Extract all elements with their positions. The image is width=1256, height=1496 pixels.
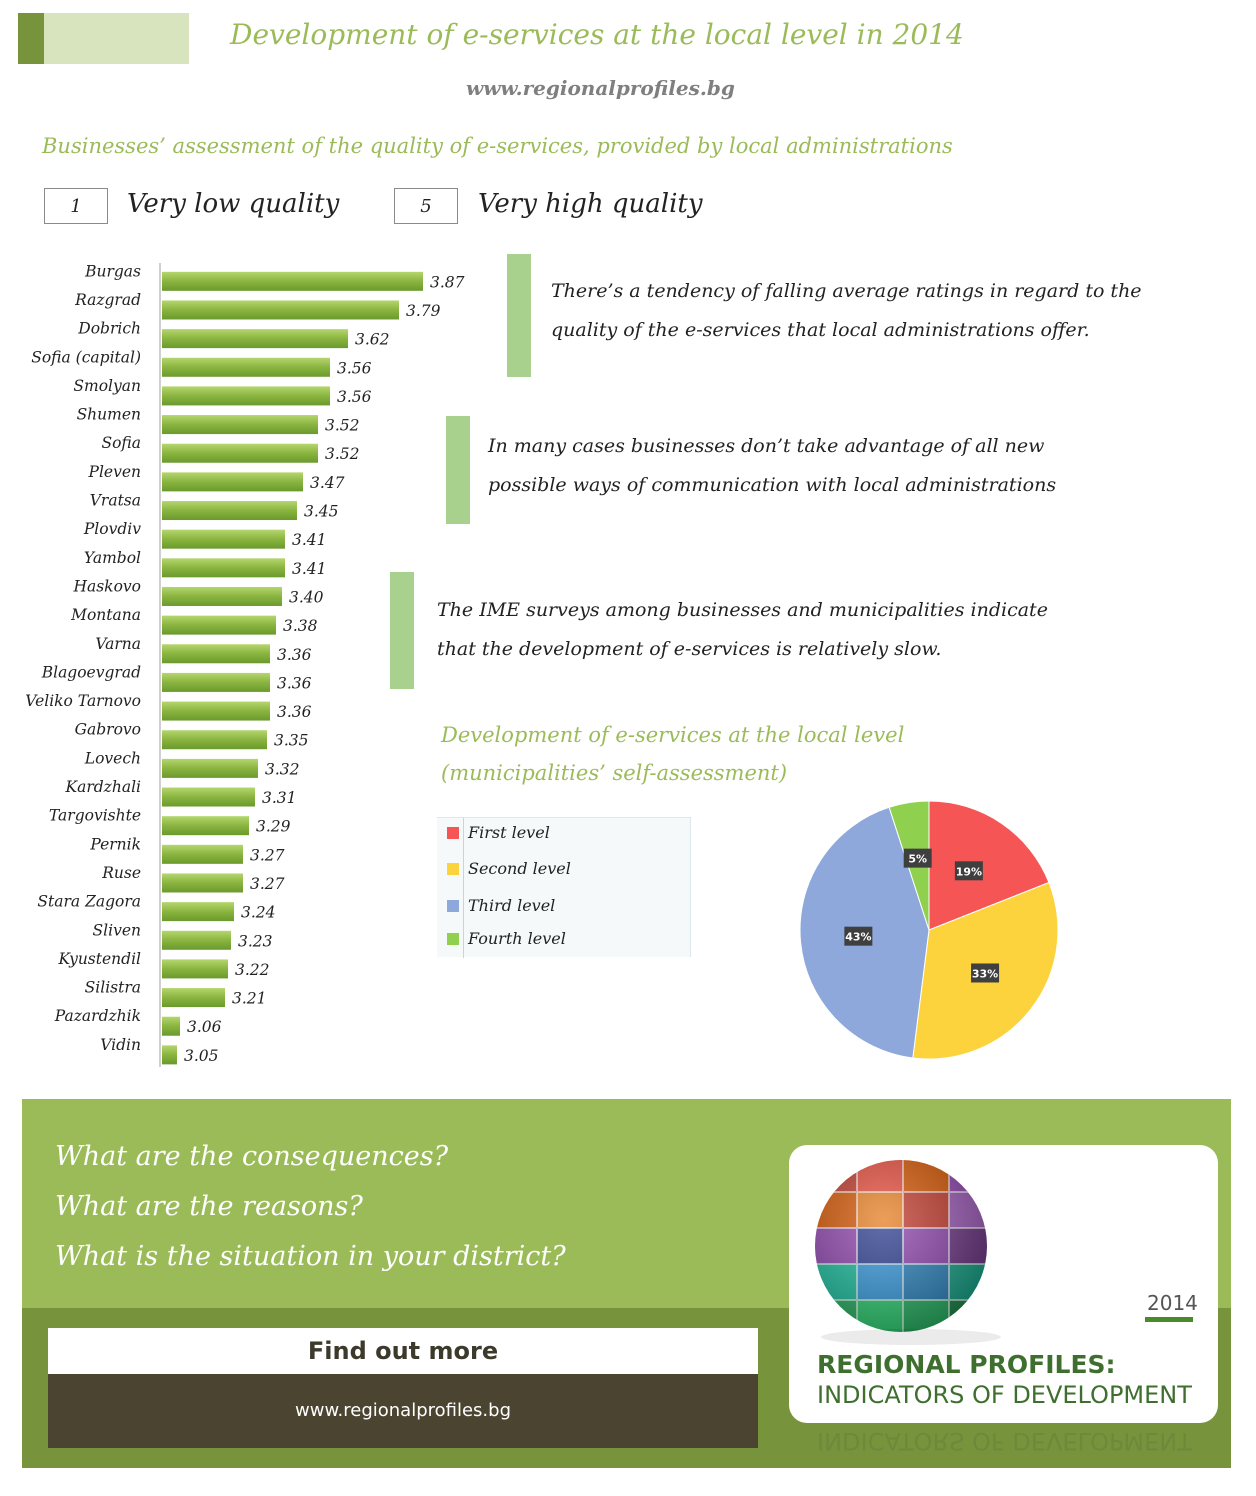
bar [162, 300, 399, 319]
legend-item-first-level [447, 821, 550, 845]
bar-value-label: 3.47 [310, 473, 345, 492]
bar-value-label: 3.56 [337, 359, 372, 378]
bar-value-label: 3.21 [232, 989, 267, 1008]
legend-item-third-level [447, 894, 555, 918]
bar [162, 329, 348, 348]
note-1-accent [507, 254, 531, 377]
page-title: Development of e-services at the local level in 2014 [230, 18, 964, 51]
legend-swatch-first [447, 827, 459, 839]
bar [162, 644, 270, 663]
globe-icon [801, 1151, 1031, 1351]
note-1 [551, 272, 1231, 350]
header-accent-light [44, 13, 189, 64]
pie-title-line2: (municipalities’ self-assessment) [441, 761, 788, 785]
bar [162, 587, 282, 606]
bar-category-label: Yambol [83, 548, 141, 567]
scale-high-label: Very high quality [478, 189, 703, 219]
bar [162, 902, 234, 921]
note-2-line1: In many cases businesses don’t take advantage of all new [488, 435, 1045, 457]
bar-category-label: Burgas [85, 262, 141, 281]
pie-title [441, 716, 904, 792]
bar-value-label: 3.22 [235, 960, 270, 979]
bar-category-label: Ruse [102, 863, 141, 882]
bar [162, 959, 228, 978]
bar [162, 415, 318, 434]
note-2-accent [446, 416, 470, 524]
pie-value-label: 33% [971, 967, 999, 981]
bar-value-label: 3.87 [430, 273, 465, 292]
note-3 [437, 591, 1117, 669]
bar [162, 730, 267, 749]
bar-value-label: 3.31 [262, 789, 297, 808]
bar-chart [0, 255, 500, 1070]
bar-value-label: 3.29 [256, 817, 291, 836]
bar-category-label: Sofia [101, 434, 141, 453]
bar-category-label: Dobrich [78, 319, 141, 338]
bar-category-label: Haskovo [73, 577, 141, 596]
bar-value-label: 3.35 [274, 731, 309, 750]
note-1-line1: There’s a tendency of falling average ratings in regard to the [551, 280, 1142, 302]
footer-panel [22, 1099, 1231, 1468]
scale-low-label: Very low quality [127, 189, 340, 219]
pie-title-line1: Development of e-services at the local level [441, 723, 905, 747]
bar-category-label: Veliko Tarnovo [25, 692, 141, 711]
legend-label-first: First level [468, 823, 550, 842]
bar-category-label: Shumen [76, 405, 141, 424]
bar [162, 788, 255, 807]
bar [162, 558, 285, 577]
bar-value-label: 3.52 [325, 445, 360, 464]
logo-title-line2: INDICATORS OF DEVELOPMENT [817, 1381, 1192, 1409]
legend-swatch-second [447, 863, 459, 875]
bar-category-label: Razgrad [75, 290, 141, 309]
bar-value-label: 3.45 [304, 502, 339, 521]
note-3-line1: The IME surveys among businesses and municipalities indicate [437, 599, 1048, 621]
logo-year-underline [1145, 1317, 1193, 1322]
find-out-more-button[interactable]: Find out more [48, 1328, 758, 1374]
bar-value-label: 3.62 [355, 330, 390, 349]
bar-value-label: 3.36 [277, 645, 312, 664]
chart-subtitle: Businesses’ assessment of the quality of e-services, provided by local administrations [42, 134, 953, 158]
legend-item-fourth-level [447, 927, 566, 951]
bar [162, 444, 318, 463]
bar [162, 816, 249, 835]
header-accent-dark [18, 13, 44, 64]
bar-value-label: 3.41 [292, 559, 327, 578]
note-3-accent [390, 572, 414, 689]
bar [162, 988, 225, 1007]
legend-swatch-fourth [447, 933, 459, 945]
bar [162, 931, 231, 950]
bar [162, 358, 330, 377]
bar-category-label: Silistra [84, 978, 141, 997]
bar-value-label: 3.32 [265, 760, 300, 779]
logo-reflection: INDICATORS OF DEVELOPMENT [817, 1427, 1192, 1455]
note-2-line2: possible ways of communication with local administrations [488, 474, 1057, 496]
bar-category-label: Kardzhali [65, 778, 141, 797]
find-out-more-link[interactable]: www.regionalprofiles.bg [48, 1374, 758, 1448]
question-reasons: What are the reasons? [55, 1191, 363, 1222]
site-url[interactable]: www.regionalprofiles.bg [466, 76, 735, 100]
scale-high-box: 5 [394, 188, 458, 224]
bar-category-label: Sofia (capital) [31, 348, 141, 367]
bar-value-label: 3.36 [277, 703, 312, 722]
bar-category-label: Varna [95, 634, 141, 653]
legend-label-third: Third level [468, 896, 556, 915]
bar-value-label: 3.56 [337, 387, 372, 406]
bar-value-label: 3.06 [187, 1018, 222, 1037]
bar-category-label: Kyustendil [58, 949, 141, 968]
bar-category-label: Gabrovo [74, 720, 141, 739]
pie-value-label: 5% [908, 852, 928, 866]
legend-label-second: Second level [468, 859, 571, 878]
bar-category-label: Vidin [100, 1035, 141, 1054]
bar-value-label: 3.05 [184, 1046, 219, 1065]
bar [162, 845, 243, 864]
bar-value-label: 3.24 [241, 903, 276, 922]
pie-value-label: 19% [955, 865, 983, 879]
logo-year: 2014 [1147, 1291, 1198, 1315]
bar-category-label: Sliven [92, 921, 141, 940]
bar [162, 472, 303, 491]
bar [162, 386, 330, 405]
bar-category-label: Lovech [84, 749, 141, 768]
bar-category-label: Pazardzhik [54, 1007, 141, 1026]
bar-value-label: 3.40 [289, 588, 324, 607]
bar [162, 873, 243, 892]
note-2 [488, 427, 1168, 505]
bar [162, 616, 276, 635]
legend-label-fourth: Fourth level [468, 929, 566, 948]
bar [162, 673, 270, 692]
bar-value-label: 3.27 [250, 846, 285, 865]
bar [162, 501, 297, 520]
bar [162, 759, 258, 778]
question-situation: What is the situation in your district? [55, 1241, 566, 1272]
note-3-line2: that the development of e-services is relatively slow. [437, 638, 942, 660]
note-1-line2: quality of the e-services that local administrations offer. [551, 319, 1090, 341]
bar-value-label: 3.79 [406, 301, 441, 320]
pie-value-label: 43% [845, 930, 872, 944]
bar-category-label: Montana [71, 606, 141, 625]
legend-item-second-level [447, 857, 571, 881]
pie-legend [437, 817, 691, 957]
bar-value-label: 3.41 [292, 531, 327, 550]
bar-category-label: Blagoevgrad [41, 663, 141, 682]
pie-chart [780, 790, 1080, 1080]
bar-category-label: Plovdiv [83, 520, 141, 539]
logo-title-line1: REGIONAL PROFILES: [817, 1350, 1116, 1379]
bar-category-label: Pleven [88, 462, 141, 481]
bar-value-label: 3.36 [277, 674, 312, 693]
bar [162, 530, 285, 549]
bar-value-label: 3.27 [250, 874, 285, 893]
regional-profiles-logo [789, 1145, 1218, 1423]
question-consequences: What are the consequences? [55, 1141, 449, 1172]
bar-category-label: Pernik [90, 835, 141, 854]
bar [162, 272, 423, 291]
bar [162, 702, 270, 721]
bar-category-label: Stara Zagora [37, 892, 141, 911]
bar-category-label: Smolyan [73, 376, 141, 395]
bar-value-label: 3.52 [325, 416, 360, 435]
legend-swatch-third [447, 900, 459, 912]
bar-category-label: Targovishte [48, 806, 141, 825]
bar-value-label: 3.23 [238, 932, 273, 951]
bar [162, 1045, 177, 1064]
bar [162, 1017, 180, 1036]
bar-category-label: Vratsa [89, 491, 141, 510]
scale-low-box: 1 [44, 188, 108, 224]
bar-value-label: 3.38 [283, 617, 318, 636]
